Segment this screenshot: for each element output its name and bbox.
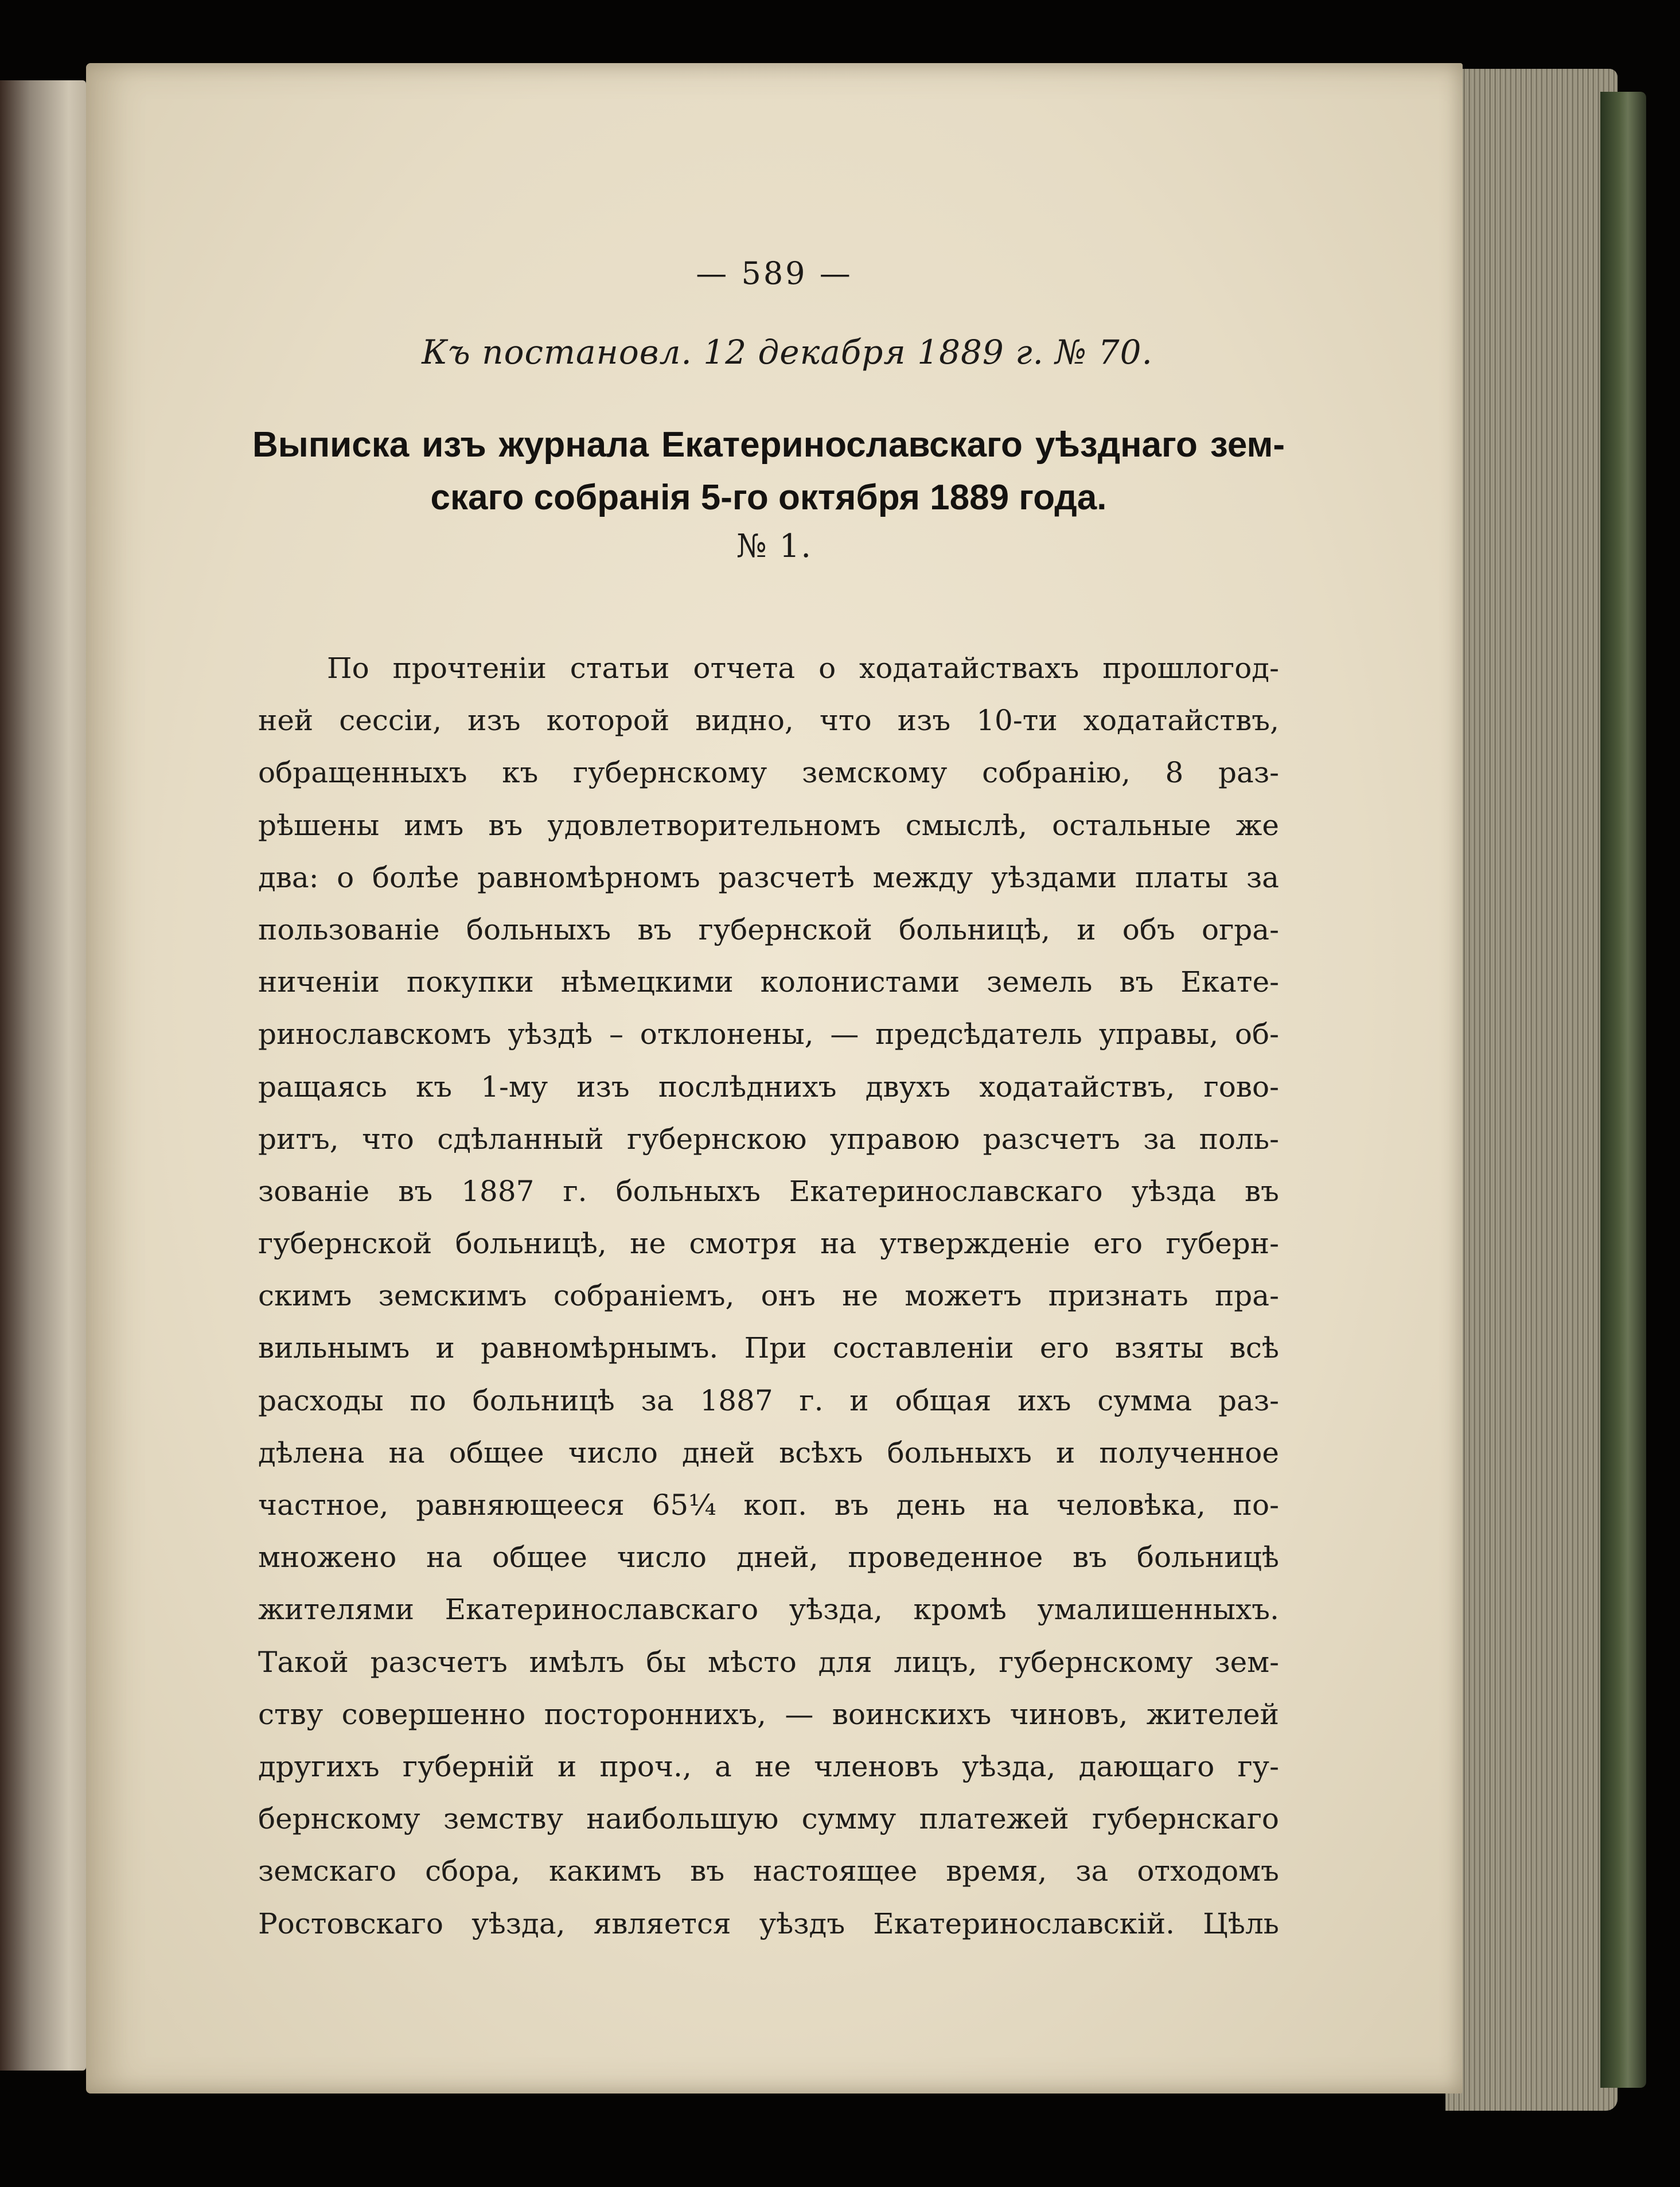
book-page <box>86 63 1463 2094</box>
body-line: дѣлена на общее число дней всѣхъ больныхъ и полученное <box>258 1436 1279 1469</box>
body-line: ней сессіи, изъ которой видно, что изъ 10-ти ходатайствъ, <box>258 704 1279 738</box>
body-line: Ростовскаго уѣзда, является уѣздъ Екатеринославскій. Цѣль <box>258 1907 1279 1940</box>
body-line: вильнымъ и равномѣрнымъ. При составленіи его взяты всѣ <box>258 1331 1279 1365</box>
body-line: земскаго сбора, какимъ въ настоящее время, за отходомъ <box>258 1854 1279 1888</box>
body-line: ринославскомъ уѣздѣ – отклонены, — предсѣдатель управы, об- <box>258 1018 1279 1051</box>
body-line: пользованіе больныхъ въ губернской больницѣ, и объ огра- <box>258 913 1279 946</box>
body-line: обращенныхъ къ губернскому земскому собранію, 8 раз- <box>258 756 1279 790</box>
body-paragraph <box>258 642 1279 1950</box>
heading-line: Выписка изъ журнала Екатеринославскаго уѣзднаго зем- <box>252 425 1285 465</box>
body-line: бернскому земству наибольшую сумму платежей губернскаго <box>258 1802 1279 1836</box>
body-line: частное, равняющееся 65¼ коп. въ день на человѣка, по- <box>258 1488 1279 1522</box>
body-line: Такой разсчетъ имѣлъ бы мѣсто для лицъ, губернскому зем- <box>258 1645 1279 1679</box>
page-number: — 589 — <box>696 255 853 291</box>
body-line: ритъ, что сдѣланный губернскою управою разсчетъ за поль- <box>258 1122 1279 1156</box>
body-line: По прочтеніи статьи отчета о ходатайствахъ прошлогод- <box>327 652 1279 685</box>
body-line: другихъ губерній и проч., а не членовъ уѣзда, дающаго гу- <box>258 1749 1279 1783</box>
body-line: рѣшены имъ въ удовлетворительномъ смыслѣ, остальные же <box>258 808 1279 842</box>
body-line: ниченіи покупки нѣмецкими колонистами земель въ Екате- <box>258 965 1279 999</box>
left-facing-page-edge <box>0 80 86 2071</box>
page-block-edges <box>1445 69 1617 2111</box>
section-number: № 1. <box>736 528 813 565</box>
body-line: ращаясь къ 1-му изъ послѣднихъ двухъ ходатайствъ, гово- <box>258 1070 1279 1104</box>
body-line: жителями Екатеринославскаго уѣзда, кромѣ умалишенныхъ. <box>258 1593 1279 1627</box>
body-line: расходы по больницѣ за 1887 г. и общая ихъ сумма раз- <box>258 1383 1279 1417</box>
body-line: ству совершенно постороннихъ, — воинскихъ чиновъ, жителей <box>258 1697 1279 1731</box>
body-line: губернской больницѣ, не смотря на утвержденіе его губерн- <box>258 1227 1279 1261</box>
resolution-reference: Къ постановл. 12 декабря 1889 г. № 70. <box>422 333 1153 372</box>
marbled-cover-edge <box>1600 92 1646 2088</box>
body-line: зованіе въ 1887 г. больныхъ Екатеринославскаго уѣзда въ <box>258 1174 1279 1208</box>
body-line: скимъ земскимъ собраніемъ, онъ не можетъ признать пра- <box>258 1279 1279 1313</box>
document-heading <box>252 419 1285 524</box>
heading-line: скаго собранія 5-го октября 1889 года. <box>430 478 1107 517</box>
body-line: множено на общее число дней, проведенное въ больницѣ <box>258 1541 1279 1574</box>
body-line: два: о болѣе равномѣрномъ разсчетѣ между уѣздами платы за <box>258 860 1279 894</box>
